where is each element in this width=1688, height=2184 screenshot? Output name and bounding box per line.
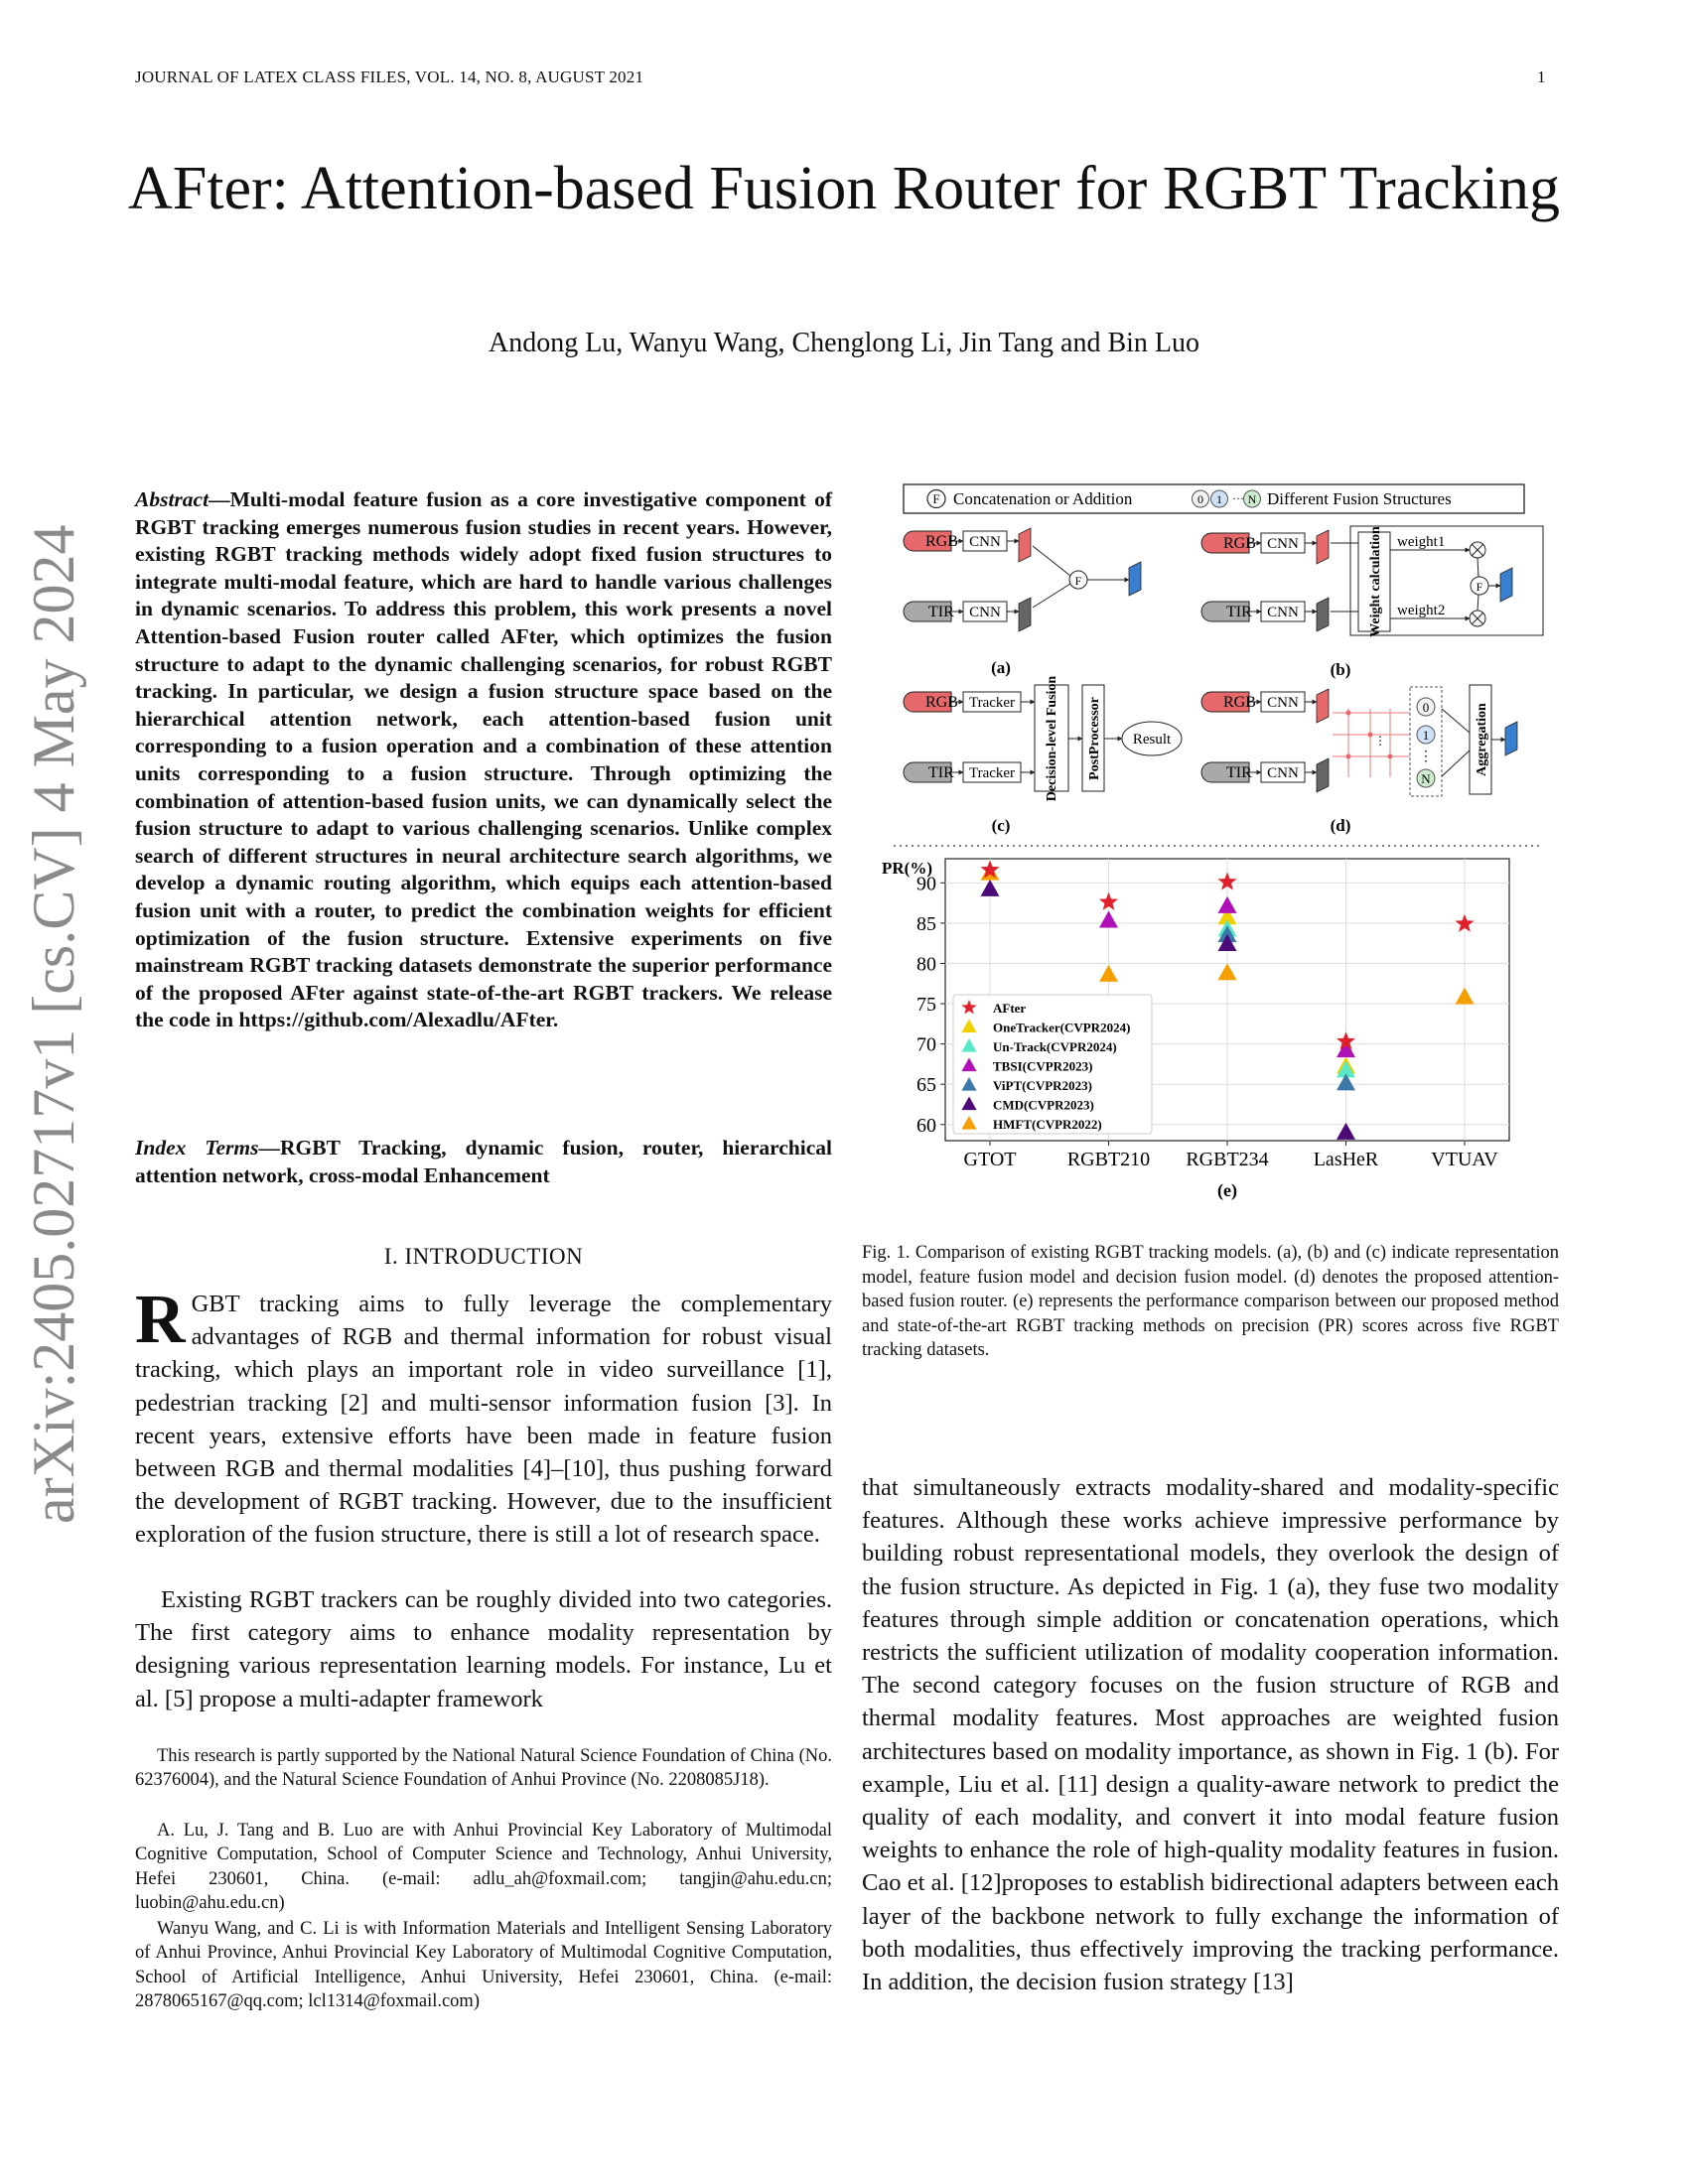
legend-entry: HMFT(CVPR2022) bbox=[993, 1117, 1102, 1132]
svg-text:0: 0 bbox=[1422, 700, 1430, 715]
svg-text:RGB: RGB bbox=[1223, 535, 1256, 552]
index-terms-lead: Index Terms bbox=[135, 1136, 259, 1160]
svg-text:CNN: CNN bbox=[1267, 765, 1299, 781]
abstract-text: —Multi-modal feature fusion as a core investigative component of RGBT tracking emerges numerous fusion studies in recent years. However, existing RGBT tracking methods widely adopt fixed fusion structures to integrate multi-modal feature, which are hard to handle various challenges in dynamic scenarios. To address this problem, this work presents a novel Attention-based Fusion router called AFter, which optimizes the fusion structure to adapt to the dynamic challenging scenarios, for robust RGBT tracking. In particular, we design a fusion structure space based on the hierarchical attention network, each attention-based fusion unit corresponding to a fusion operation and a combination of these attention units corresponding to a fusion structure. Through optimizing the combination of attention-based fusion units, we can dynamically select the fusion structure to adapt to various challenging scenarios. Unlike complex search of different structures in neural architecture search algorithms, we develop a dynamic routing algorithm, which equips each attention-based fusion unit with a router, to predict the combination weights for efficient optimization of the fusion structure. Extensive experiments on five mainstream RGBT tracking datasets demonstrate the superior performance of the proposed AFter against state-of-the-art RGBT trackers. We release the code in https://github.com/Alexadlu/AFter. bbox=[135, 487, 832, 1032]
svg-text:F: F bbox=[932, 491, 940, 506]
panel-e-label: (e) bbox=[1217, 1180, 1237, 1200]
svg-text:(a): (a) bbox=[991, 658, 1011, 677]
svg-text:(d): (d) bbox=[1330, 816, 1351, 835]
figure-1 bbox=[874, 475, 1549, 1209]
svg-text:Concatenation or Addition: Concatenation or Addition bbox=[953, 489, 1133, 508]
svg-text:⋮: ⋮ bbox=[1419, 750, 1433, 764]
legend-entry: ViPT(CVPR2023) bbox=[993, 1078, 1092, 1093]
svg-text:RGB: RGB bbox=[1223, 694, 1256, 711]
panel-b-weighted-fusion-model bbox=[1201, 526, 1543, 679]
legend-entry: CMD(CVPR2023) bbox=[993, 1097, 1094, 1113]
svg-text:F: F bbox=[1074, 574, 1082, 588]
svg-text:N: N bbox=[1247, 492, 1257, 506]
svg-text:···: ··· bbox=[1232, 491, 1244, 505]
intro-paragraph-1-text: GBT tracking aims to fully leverage the complementary advantages of RGB and thermal information for robust visual tracking, which plays an important role in video surveillance [1], pedestrian tracking [2] and multi-sensor information fusion [3]. In recent years, extensive efforts have been made in feature fusion between RGB and thermal modalities [4]–[10], thus pushing forward the development of RGBT tracking. However, due to the insufficient exploration of the fusion structure, there is still a lot of research space. bbox=[135, 1291, 832, 1549]
footnote-funding: This research is partly supported by the National Natural Science Foundation of China (No. 62376004), and the Natural Science Foundation of Anhui Province (No. 2208085J18). bbox=[135, 1746, 832, 1791]
y-tick-label: 65 bbox=[916, 1074, 936, 1097]
svg-text:Weight calculation: Weight calculation bbox=[1368, 526, 1383, 637]
legend-entry: TBSI(CVPR2023) bbox=[993, 1058, 1093, 1074]
y-axis-label: PR(%) bbox=[882, 859, 932, 878]
svg-text:Tracker: Tracker bbox=[968, 695, 1016, 711]
svg-text:0: 0 bbox=[1197, 492, 1203, 506]
legend-entry: AFter bbox=[993, 1001, 1027, 1016]
y-tick-label: 75 bbox=[916, 994, 936, 1017]
panel-e-precision-chart bbox=[882, 859, 1509, 1201]
paper-title: AFter: Attention-based Fusion Router for RGBT Tracking bbox=[127, 155, 1561, 222]
svg-text:Result: Result bbox=[1132, 732, 1172, 748]
svg-text:Tracker: Tracker bbox=[968, 765, 1016, 781]
legend-entry: OneTracker(CVPR2024) bbox=[993, 1020, 1131, 1035]
diagram-legend bbox=[904, 484, 1524, 513]
panel-c-decision-fusion-model bbox=[904, 676, 1182, 835]
y-tick-label: 80 bbox=[916, 953, 936, 976]
svg-text:TIR: TIR bbox=[1226, 604, 1252, 620]
svg-text:CNN: CNN bbox=[969, 605, 1001, 620]
svg-text:TIR: TIR bbox=[928, 604, 954, 620]
x-tick-label: VTUAV bbox=[1431, 1149, 1498, 1170]
svg-text:F: F bbox=[1476, 580, 1483, 594]
panel-d-attention-fusion-router bbox=[1201, 685, 1517, 835]
svg-text:1: 1 bbox=[1216, 492, 1222, 506]
svg-text:Decision-level Fusion: Decision-level Fusion bbox=[1045, 675, 1059, 802]
y-tick-label: 70 bbox=[916, 1033, 936, 1056]
x-tick-label: RGBT210 bbox=[1066, 1149, 1151, 1170]
svg-text:PostProcessor: PostProcessor bbox=[1087, 697, 1102, 780]
footnote-affiliation-2: Wanyu Wang, and C. Li is with Information Materials and Intelligent Sensing Laboratory of Anhui Province, Anhui Provincial Key Laboratory of Multimodal Cognitive Computation, School of Artificial Intelligence, Anhui University, Hefei 230601, China. (e-mail: 2878065167@qq.com; lcl1314@foxmail.com) bbox=[135, 1919, 832, 2012]
author-list: Andong Lu, Wanyu Wang, Chenglong Li, Jin Tang and Bin Luo bbox=[488, 328, 1200, 358]
y-tick-label: 85 bbox=[916, 912, 936, 935]
right-column-paragraph: that simultaneously extracts modality-shared and modality-specific features. Although these works achieve impressive performance by building robust representational models, they overlook the design of the fusion structure. As depicted in Fig. 1 (a), they fuse two modality features through simple addition or concatenation operations, which restricts the sufficient utilization of modality cooperation information. The second category focuses on the fusion structure of RGB and thermal modality features. Most approaches are weighted fusion architectures based on modality importance, as shown in Fig. 1 (b). For example, Liu et al. [11] design a quality-aware network to predict the quality of each modality, and convert it into modal feature fusion weights to enhance the role of high-quality modality features in fusion. Cao et al. [12]proposes to establish bidirectional adapters between each layer of the backbone network to fully exchange the information of both modalities, thus effectively improving the tracking performance. In addition, the decision fusion strategy [13] bbox=[862, 1474, 1559, 1996]
svg-text:N: N bbox=[1421, 771, 1431, 786]
x-tick-label: LasHeR bbox=[1313, 1149, 1379, 1170]
x-tick-label: RGBT234 bbox=[1186, 1149, 1269, 1170]
panel-a-representation-model bbox=[904, 528, 1141, 677]
figure-caption: Fig. 1. Comparison of existing RGBT tracking models. (a), (b) and (c) indicate representation model, feature fusion model and decision fusion model. (d) denotes the proposed attention-based fusion router. (e) represents the performance comparison between our proposed method and state-of-the-art RGBT tracking methods on precision (PR) scores across five RGBT tracking datasets. bbox=[862, 1243, 1559, 1360]
svg-text:Aggregation: Aggregation bbox=[1475, 703, 1489, 776]
svg-text:TIR: TIR bbox=[928, 764, 954, 781]
svg-text:(c): (c) bbox=[991, 816, 1011, 835]
svg-text:CNN: CNN bbox=[1267, 536, 1299, 552]
y-tick-label: 60 bbox=[916, 1114, 936, 1137]
running-header: JOURNAL OF LATEX CLASS FILES, VOL. 14, NO. 8, AUGUST 2021 bbox=[135, 68, 644, 86]
intro-paragraph-1 bbox=[135, 1282, 832, 1552]
chart-legend bbox=[953, 995, 1152, 1134]
svg-text:CNN: CNN bbox=[969, 534, 1001, 550]
page-number: 1 bbox=[1537, 68, 1546, 86]
svg-text:⋮: ⋮ bbox=[1374, 734, 1386, 748]
x-tick-label: GTOT bbox=[963, 1149, 1017, 1170]
y-tick-label: 90 bbox=[916, 873, 936, 895]
svg-text:TIR: TIR bbox=[1226, 764, 1252, 781]
intro-paragraph-2: Existing RGBT trackers can be roughly divided into two categories. The first category aims to enhance modality representation by designing various representation learning models. For instance, Lu et al. [5] propose a multi-adapter framework bbox=[135, 1586, 832, 1712]
svg-text:CNN: CNN bbox=[1267, 695, 1299, 711]
drop-cap: R bbox=[135, 1282, 186, 1358]
legend-entry: Un-Track(CVPR2024) bbox=[993, 1039, 1117, 1054]
svg-text:CNN: CNN bbox=[1267, 605, 1299, 620]
svg-text:Different Fusion Structures: Different Fusion Structures bbox=[1267, 489, 1452, 508]
svg-text:RGB: RGB bbox=[925, 533, 958, 550]
index-terms bbox=[135, 1135, 832, 1189]
abstract bbox=[135, 486, 832, 1034]
svg-text:weight1: weight1 bbox=[1397, 534, 1446, 550]
section-heading: I. INTRODUCTION bbox=[383, 1244, 584, 1269]
abstract-lead: Abstract bbox=[135, 487, 210, 511]
svg-text:weight2: weight2 bbox=[1397, 603, 1446, 618]
footnote-affiliation-1: A. Lu, J. Tang and B. Luo are with Anhui Provincial Key Laboratory of Multimodal Cognitive Computation, School of Computer Science and Technology, Anhui University, Hefei 230601, China. (e-mail: adlu_ah@foxmail.com; tangjin@ahu.edu.cn; luobin@ahu.edu.cn) bbox=[135, 1821, 832, 1914]
svg-text:(b): (b) bbox=[1330, 660, 1351, 679]
svg-text:1: 1 bbox=[1422, 728, 1430, 743]
index-terms-text: —RGBT Tracking, dynamic fusion, router, hierarchical attention network, cross-modal Enhancement bbox=[135, 1136, 833, 1187]
arxiv-identifier[interactable]: arXiv:2405.02717v1 [cs.CV] 4 May 2024 bbox=[21, 524, 86, 1524]
svg-text:RGB: RGB bbox=[925, 694, 958, 711]
